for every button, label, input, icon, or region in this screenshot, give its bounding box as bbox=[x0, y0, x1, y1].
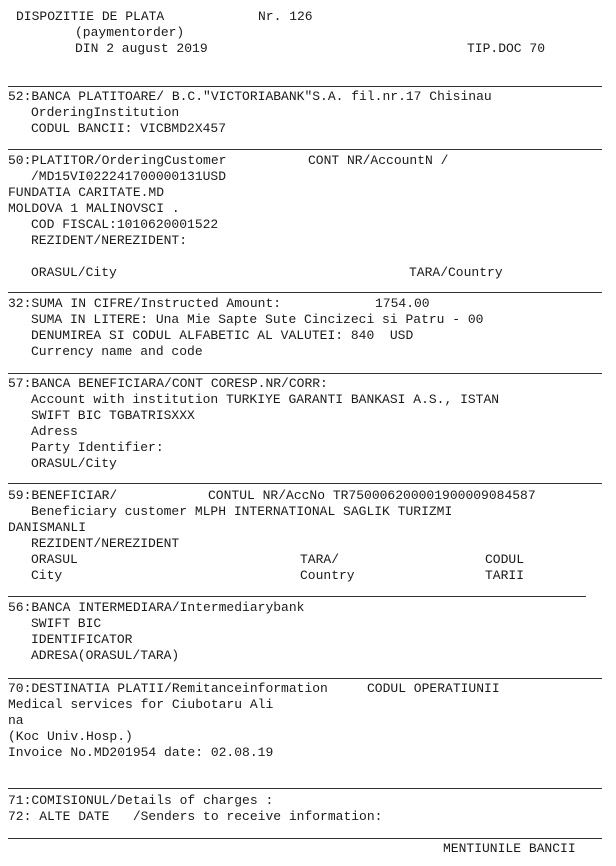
beneficiary-label: 59:BENEFICIAR/ bbox=[8, 488, 118, 503]
other-data: 72: ALTE DATE /Senders to receive information: bbox=[8, 809, 383, 824]
beneficiary-bank-address: Adress bbox=[31, 424, 78, 439]
beneficiary-bank-swift: SWIFT BIC TGBATRISXXX bbox=[31, 408, 195, 423]
divider bbox=[8, 838, 602, 839]
beneficiary-code-label-2: TARII bbox=[485, 568, 525, 583]
beneficiary-bank-city: ORASUL/City bbox=[31, 456, 117, 471]
payer-account-label: CONT NR/AccountN / bbox=[308, 153, 449, 168]
bank-notes: MENTIUNILE BANCII bbox=[443, 841, 576, 856]
document-type: TIP.DOC 70 bbox=[467, 41, 546, 56]
document-title: DISPOZITIE DE PLATA bbox=[16, 9, 165, 24]
beneficiary-bank-institution: Account with institution TURKIYE GARANTI BANKASI A.S., ISTAN bbox=[31, 392, 500, 407]
divider bbox=[8, 678, 602, 679]
amount-currency: DENUMIREA SI CODUL ALFABETIC AL VALUTEI: 840 USD bbox=[31, 328, 414, 343]
intermediary-swift: SWIFT BIC bbox=[31, 616, 102, 631]
purpose-label: 70:DESTINATIA PLATII/Remitanceinformation bbox=[8, 681, 328, 696]
payer-city: ORASUL/City bbox=[31, 265, 117, 280]
payer-bank-code: CODUL BANCII: VICBMD2X457 bbox=[31, 121, 227, 136]
beneficiary-customer: Beneficiary customer MLPH INTERNATIONAL SAGLIK TURIZMI bbox=[31, 504, 453, 519]
payer-address: MOLDOVA 1 MALINOVSCI . bbox=[8, 201, 180, 216]
payer-name: FUNDATIA CARITATE.MD bbox=[8, 185, 165, 200]
payer-bank-ordering-institution: OrderingInstitution bbox=[31, 105, 180, 120]
beneficiary-city-label: ORASUL bbox=[31, 552, 78, 567]
document-number: Nr. 126 bbox=[258, 9, 313, 24]
beneficiary-bank-label: 57:BANCA BENEFICIARA/CONT CORESP.NR/CORR: bbox=[8, 376, 328, 391]
divider bbox=[8, 86, 602, 87]
purpose-invoice: Invoice No.MD201954 date: 02.08.19 bbox=[8, 745, 274, 760]
payer-label: 50:PLATITOR/OrderingCustomer bbox=[8, 153, 227, 168]
intermediary-identifier: IDENTIFICATOR bbox=[31, 632, 133, 647]
amount-currency-note: Currency name and code bbox=[31, 344, 203, 359]
payer-bank-line: 52:BANCA PLATITOARE/ B.C."VICTORIABANK"S.A. fil.nr.17 Chisinau bbox=[8, 89, 492, 104]
purpose-operation-code: CODUL OPERATIUNII bbox=[367, 681, 500, 696]
document-date: DIN 2 august 2019 bbox=[75, 41, 208, 56]
divider bbox=[8, 373, 602, 374]
beneficiary-bank-party-identifier: Party Identifier: bbox=[31, 440, 164, 455]
beneficiary-account: CONTUL NR/AccNo TR750006200001900009084587 bbox=[208, 488, 536, 503]
beneficiary-city-label-en: City bbox=[31, 568, 63, 583]
payer-fiscal-code: COD FISCAL:1010620001522 bbox=[31, 217, 219, 232]
divider bbox=[8, 788, 602, 789]
purpose-line: Medical services for Ciubotaru Ali bbox=[8, 697, 274, 712]
intermediary-address: ADRESA(ORASUL/TARA) bbox=[31, 648, 180, 663]
beneficiary-code-label: CODUL bbox=[485, 552, 525, 567]
payer-account: /MD15VI022241700000131USD bbox=[31, 169, 227, 184]
divider bbox=[8, 596, 586, 597]
amount-value: 1754.00 bbox=[375, 296, 430, 311]
amount-label: 32:SUMA IN CIFRE/Instructed Amount: bbox=[8, 296, 282, 311]
beneficiary-country-label: TARA/ bbox=[300, 552, 340, 567]
charges-details: 71:COMISIONUL/Details of charges : bbox=[8, 793, 274, 808]
purpose-line: (Koc Univ.Hosp.) bbox=[8, 729, 133, 744]
payer-country: TARA/Country bbox=[409, 265, 503, 280]
payer-resident: REZIDENT/NEREZIDENT: bbox=[31, 233, 188, 248]
divider bbox=[8, 149, 602, 150]
amount-in-words: SUMA IN LITERE: Una Mie Sapte Sute Cincizeci si Patru - 00 bbox=[31, 312, 484, 327]
beneficiary-resident: REZIDENT/NEREZIDENT bbox=[31, 536, 180, 551]
divider bbox=[8, 292, 602, 293]
purpose-line: na bbox=[8, 713, 24, 728]
beneficiary-customer-cont: DANISMANLI bbox=[8, 520, 87, 535]
beneficiary-country-label-en: Country bbox=[300, 568, 355, 583]
divider bbox=[8, 483, 602, 484]
document-subtitle: (paymentorder) bbox=[75, 25, 185, 40]
intermediary-bank-label: 56:BANCA INTERMEDIARA/Intermediarybank bbox=[8, 600, 305, 615]
